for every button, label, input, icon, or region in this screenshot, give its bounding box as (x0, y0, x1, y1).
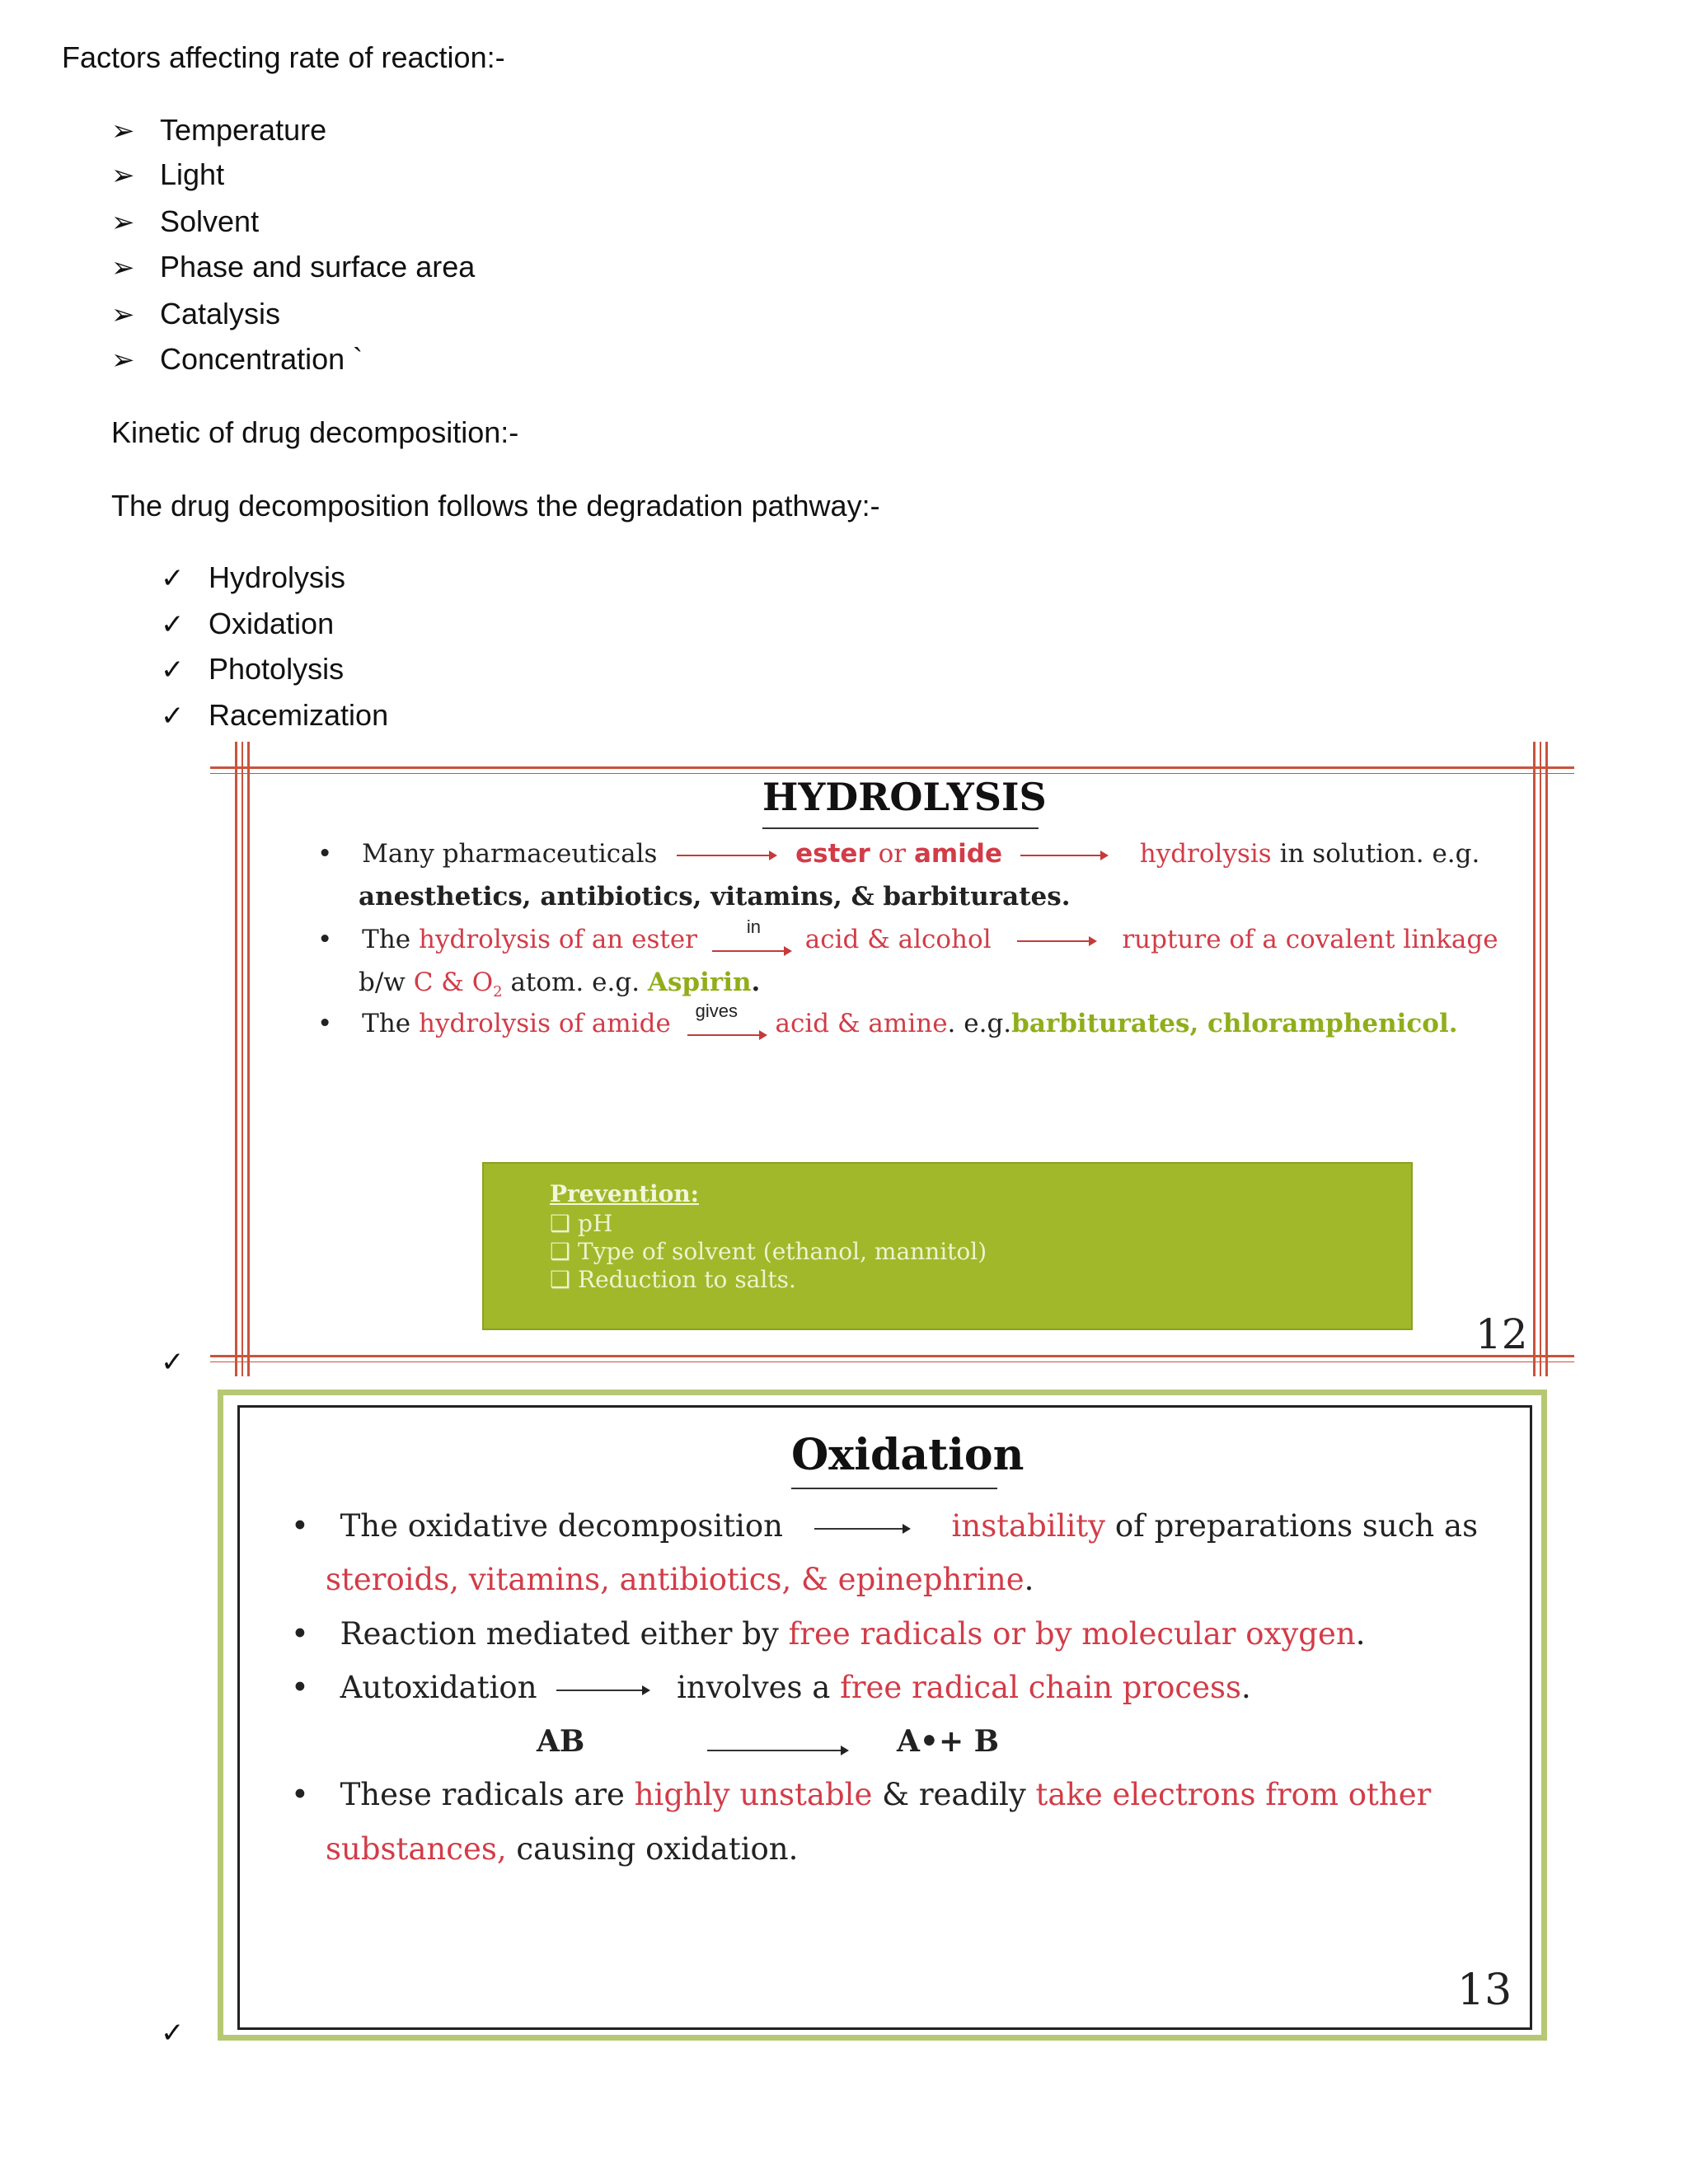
labeled-arrow (687, 1001, 766, 1038)
prevention-item (550, 1238, 987, 1265)
arrow-bullet-icon: ➢ (111, 252, 135, 284)
frame-left-rule (235, 742, 237, 1376)
bullet-text: The oxidative decomposition (340, 1508, 783, 1544)
keyword-or: or (878, 839, 907, 869)
bullet-line (317, 1001, 1458, 1038)
bullet-text: in solution. e.g. (1279, 839, 1480, 869)
bullet-icon: • (317, 839, 333, 869)
bullet-icon: • (317, 925, 333, 954)
pathway-label: Oxidation (209, 607, 335, 640)
bullet-icon: • (317, 1009, 333, 1038)
bullet-text: of preparations such as (1114, 1508, 1479, 1544)
factor-label: Catalysis (160, 297, 281, 330)
pathway-label: Racemization (209, 698, 389, 732)
bullet-icon: • (291, 1508, 309, 1544)
title-underline (791, 1488, 997, 1489)
keyword-amide: amide (913, 839, 1003, 869)
prevention-item-label: pH (578, 1210, 613, 1237)
factor-label: Phase and surface area (160, 250, 476, 284)
frame-bottom-rule (210, 1361, 1574, 1362)
slide-number: 12 (1475, 1310, 1528, 1358)
arrow-icon (687, 1034, 766, 1036)
arrow-bullet-icon: ➢ (111, 207, 135, 238)
arrow-bullet-icon: ➢ (111, 115, 135, 147)
factor-label: Concentration ` (160, 342, 363, 376)
arrow-label: gives (695, 1001, 738, 1021)
prevention-item-label: Type of solvent (ethanol, mannitol) (578, 1238, 987, 1265)
bullet-line (317, 839, 1479, 869)
frame-left-rule (241, 742, 243, 1376)
arrow-icon (712, 950, 790, 952)
bullet-text: Many pharmaceuticals (362, 839, 658, 869)
frame-bottom-rule (210, 1355, 1574, 1357)
frame-right-rule (1545, 742, 1548, 1376)
factor-label: Solvent (160, 204, 260, 238)
bullet-text: b/w (359, 968, 406, 997)
hydrolysis-slide (210, 742, 1574, 1376)
bullet-text: atom. e.g. (510, 968, 640, 997)
punctuation: . (751, 968, 761, 997)
inner-frame (237, 1405, 1532, 2030)
keyword-chain-process: free radical chain process (840, 1670, 1241, 1705)
prevention-title: Prevention: (550, 1180, 700, 1207)
list-item (111, 249, 476, 286)
bullet-text: & readily (882, 1777, 1026, 1812)
keyword-c-o-text: C & O (413, 968, 494, 997)
prevention-item (550, 1210, 612, 1237)
check-icon: ✓ (161, 609, 185, 640)
bullet-continuation (359, 968, 760, 1001)
bullet-continuation (326, 1562, 1034, 1597)
frame-right-rule (1540, 742, 1541, 1376)
keyword-hydrolysis-ester: hydrolysis of an ester (419, 925, 698, 954)
prevention-box (482, 1162, 1413, 1330)
list-item (111, 204, 260, 241)
list-item (161, 560, 346, 597)
check-icon: ✓ (161, 563, 185, 594)
checkbox-icon: ❑ (550, 1210, 571, 1237)
title-underline (762, 827, 1039, 829)
keyword-highly-unstable: highly unstable (634, 1777, 873, 1812)
bullet-text: involves a (677, 1670, 831, 1705)
keyword-hydrolysis-amide: hydrolysis of amide (419, 1009, 671, 1038)
factors-heading: Factors affecting rate of reaction:- (62, 40, 505, 74)
frame-left-rule (247, 742, 250, 1376)
oxidation-slide (213, 1385, 1552, 2046)
keyword-acid-alcohol: acid & alcohol (804, 925, 992, 954)
bullet-text: . e.g. (947, 1009, 1012, 1038)
list-item (111, 112, 327, 149)
equation-arrow-icon (707, 1750, 847, 1751)
arrow-label: in (746, 916, 761, 937)
punctuation: . (1355, 1616, 1366, 1652)
bullet-line (291, 1616, 1365, 1652)
keyword-substances: substances, (326, 1831, 507, 1867)
slide-number: 13 (1457, 1966, 1512, 2015)
bullet-line (291, 1508, 1478, 1544)
arrow-icon (1020, 855, 1107, 856)
slide-title: Oxidation (791, 1430, 1025, 1480)
punctuation: . (1024, 1562, 1034, 1597)
bullet-continuation (326, 1831, 798, 1867)
bullet-continuation: anesthetics, antibiotics, vitamins, & barbiturates. (359, 882, 1071, 912)
keyword-aspirin: Aspirin (647, 968, 752, 997)
labeled-arrow (712, 916, 790, 954)
keyword-ester: ester (795, 839, 870, 869)
subscript: 2 (493, 983, 503, 1001)
keyword-instability: instability (951, 1508, 1106, 1544)
check-icon: ✓ (161, 2018, 185, 2049)
kinetic-heading: Kinetic of drug decomposition:- (111, 415, 519, 449)
keyword-examples: barbiturates, chloramphenicol. (1011, 1009, 1458, 1038)
keyword-free-radicals: free radicals or by molecular oxygen (788, 1616, 1356, 1652)
list-item (111, 341, 363, 378)
prevention-item (550, 1266, 796, 1293)
list-item (111, 296, 281, 333)
bullet-text: These radicals are (340, 1777, 625, 1812)
frame-top-rule (210, 773, 1574, 774)
prevention-item-label: Reduction to salts. (578, 1266, 796, 1293)
check-icon: ✓ (161, 701, 185, 732)
keyword-examples: steroids, vitamins, antibiotics, & epinephrine (326, 1562, 1025, 1597)
slide-title: HYDROLYSIS (762, 775, 1047, 819)
list-item (161, 606, 335, 643)
bullet-text: Reaction mediated either by (340, 1616, 779, 1652)
factor-label: Temperature (160, 113, 327, 147)
bullet-icon: • (291, 1616, 309, 1652)
frame-right-rule (1533, 742, 1536, 1376)
check-icon: ✓ (161, 654, 185, 686)
bullet-icon: • (291, 1777, 309, 1812)
frame-top-rule (210, 766, 1574, 769)
equation-right: A•+ B (897, 1724, 1000, 1759)
equation-left: AB (537, 1724, 585, 1759)
keyword-hydrolysis: hydrolysis (1139, 839, 1272, 869)
arrow-icon (677, 855, 776, 856)
checkbox-icon: ❑ (550, 1266, 571, 1293)
factor-label: Light (160, 157, 225, 191)
pathway-heading: The drug decomposition follows the degradation pathway:- (111, 489, 880, 523)
punctuation: . (1241, 1670, 1251, 1705)
list-item (161, 651, 345, 688)
check-icon: ✓ (161, 1347, 185, 1378)
bullet-text: causing oxidation. (516, 1831, 799, 1867)
pathway-label: Hydrolysis (209, 560, 346, 594)
checkbox-icon: ❑ (550, 1238, 571, 1265)
arrow-bullet-icon: ➢ (111, 344, 135, 376)
keyword-acid-amine: acid & amine (775, 1009, 948, 1038)
arrow-icon (1017, 940, 1095, 942)
bullet-line (291, 1670, 1251, 1705)
keyword-rupture: rupture of a covalent linkage (1122, 925, 1498, 954)
bullet-line (317, 916, 1498, 954)
bullet-line (291, 1777, 1431, 1812)
list-item (161, 697, 389, 734)
keyword-take-electrons: take electrons from other (1035, 1777, 1432, 1812)
bullet-text: The (362, 925, 411, 954)
pathway-label: Photolysis (209, 652, 345, 686)
arrow-icon (556, 1690, 649, 1691)
arrow-icon (814, 1528, 909, 1530)
list-item (111, 157, 225, 194)
bullet-text: The (362, 1009, 411, 1038)
bullet-text: Autoxidation (340, 1670, 537, 1705)
arrow-bullet-icon: ➢ (111, 299, 135, 330)
arrow-bullet-icon: ➢ (111, 160, 135, 191)
keyword-c-o (413, 968, 503, 1001)
bullet-icon: • (291, 1670, 309, 1705)
